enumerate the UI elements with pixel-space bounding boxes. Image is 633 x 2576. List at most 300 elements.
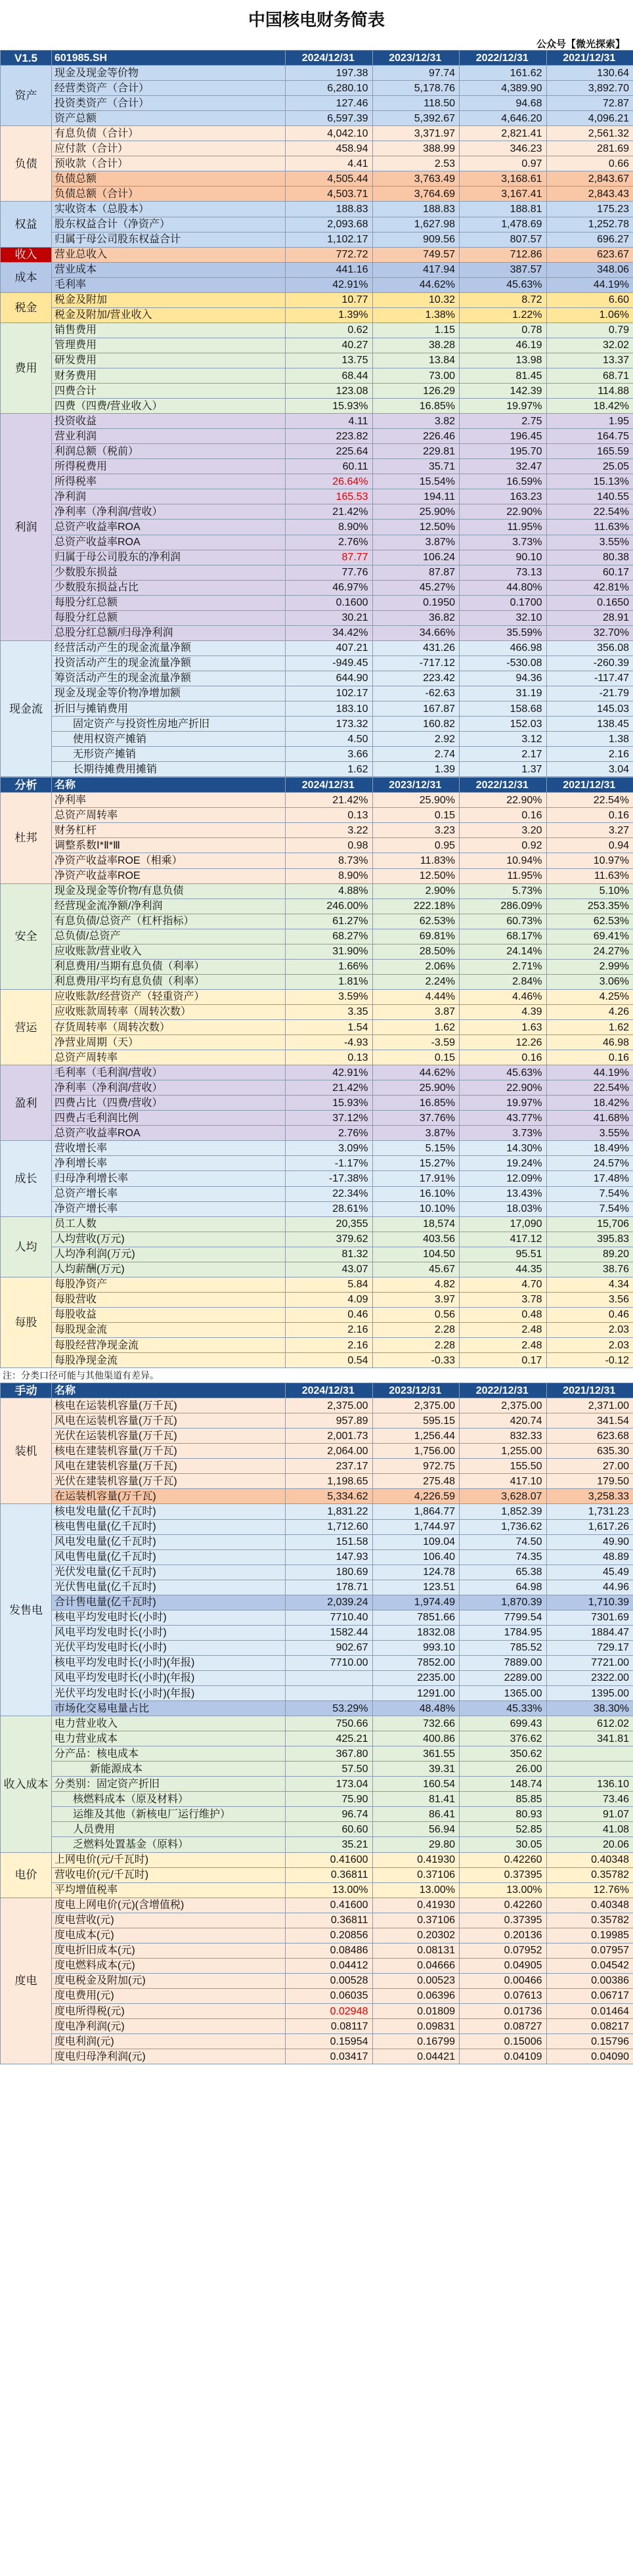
row-label: 总资产周转率: [52, 808, 286, 823]
value-cell: 46.98: [546, 1035, 633, 1050]
row-label: 平均增值税率: [52, 1882, 286, 1898]
row-label: 应收账款周转率（周转次数）: [52, 1004, 286, 1019]
value-cell: 0.62: [286, 322, 373, 338]
header-date-cell: 2023/12/31: [372, 778, 460, 793]
value-cell: 7852.00: [372, 1655, 460, 1670]
category-cell: 费用: [1, 322, 52, 413]
row-label: 光伏售电量(亿千瓦时): [52, 1580, 286, 1595]
value-cell: 20.06: [546, 1837, 633, 1852]
value-cell: 32.10: [460, 610, 547, 625]
value-cell: 2,375.00: [286, 1398, 373, 1413]
value-cell: 4.39: [460, 1004, 547, 1019]
value-cell: 180.69: [286, 1565, 373, 1580]
row-label: 应收账款/营业收入: [52, 944, 286, 959]
value-cell: 0.01736: [460, 2004, 547, 2019]
row-label: 少数股东损益: [52, 565, 286, 580]
row-label: 税金及附加/营业收入: [52, 307, 286, 322]
value-cell: 0.02948: [286, 2004, 373, 2019]
value-cell: 19.97%: [460, 1096, 547, 1111]
row-label: 风电发电量(亿千瓦时): [52, 1534, 286, 1549]
table-row: [1, 1731, 633, 1746]
row-label: 总资产收益率ROA: [52, 535, 286, 550]
value-cell: 0.15954: [286, 2034, 373, 2049]
value-cell: 53.29%: [286, 1701, 373, 1716]
table-row: [1, 126, 633, 141]
value-cell: 0.04090: [546, 2049, 633, 2064]
row-label: 净利率（净利润/营收）: [52, 504, 286, 520]
table-row: [1, 2004, 633, 2019]
header-date-cell: 2022/12/31: [460, 778, 547, 793]
row-label: 风电平均发电时长(小时)(年报): [52, 1670, 286, 1685]
value-cell: 2,561.32: [546, 126, 633, 141]
table-row: [1, 1096, 633, 1111]
table-row: [1, 989, 633, 1004]
value-cell: 1,736.62: [460, 1519, 547, 1534]
value-cell: 42.91%: [286, 1065, 373, 1080]
value-cell: 0.00466: [460, 1973, 547, 1988]
value-cell: 3,628.07: [460, 1489, 547, 1504]
table-row: [1, 1201, 633, 1216]
value-cell: 0.15796: [546, 2034, 633, 2049]
value-cell: -949.45: [286, 655, 373, 671]
value-cell: 0.15: [372, 1050, 460, 1065]
value-cell: 2.03: [546, 1337, 633, 1352]
value-cell: 37.76%: [372, 1111, 460, 1126]
table-row: [1, 671, 633, 686]
value-cell: 127.46: [286, 96, 373, 111]
row-label: 净利率: [52, 793, 286, 808]
row-label: 员工人数: [52, 1216, 286, 1232]
value-cell: 18,574: [372, 1216, 460, 1232]
value-cell: 4.26: [546, 1004, 633, 1019]
header-date-cell: 2021/12/31: [546, 1383, 633, 1398]
category-cell: 权益: [1, 202, 52, 247]
table-row: [1, 111, 633, 126]
value-cell: 7851.66: [372, 1610, 460, 1625]
table-row: [1, 625, 633, 640]
row-label: 固定资产与投资性房地产折旧: [52, 717, 286, 732]
value-cell: 48.89: [546, 1549, 633, 1565]
value-cell: 7.54%: [546, 1186, 633, 1201]
table-row: [1, 1898, 633, 1913]
value-cell: 8.73%: [286, 853, 373, 868]
value-cell: 40.27: [286, 338, 373, 353]
category-cell: 收入: [1, 247, 52, 262]
value-cell: 1.62: [286, 762, 373, 777]
table-row: [1, 823, 633, 838]
row-label: 资产总额: [52, 111, 286, 126]
value-cell: 253.35%: [546, 899, 633, 914]
row-label: 度电利润(元): [52, 2034, 286, 2049]
value-cell: -0.12: [546, 1353, 633, 1368]
row-label: 核电平均发电时长(小时): [52, 1610, 286, 1625]
value-cell: 0.16: [460, 808, 547, 823]
row-label: 总资产增长率: [52, 1186, 286, 1201]
value-cell: 1832.08: [372, 1625, 460, 1640]
value-cell: 0.97: [460, 156, 547, 171]
value-cell: 2,375.00: [460, 1398, 547, 1413]
table-row: [1, 2049, 633, 2064]
row-label: 有息负债（合计）: [52, 126, 286, 141]
row-label: 度电燃料成本(元): [52, 1958, 286, 1973]
value-cell: 1.38: [546, 732, 633, 747]
value-cell: 222.18%: [372, 899, 460, 914]
value-cell: -1.17%: [286, 1156, 373, 1171]
table-row: [1, 1050, 633, 1065]
value-cell: 1784.95: [460, 1625, 547, 1640]
value-cell: 3,168.61: [460, 171, 547, 187]
value-cell: 376.62: [460, 1731, 547, 1746]
value-cell: 0.00528: [286, 1973, 373, 1988]
row-label: 所得税费用: [52, 459, 286, 474]
value-cell: 3.87: [372, 1004, 460, 1019]
value-cell: 90.10: [460, 550, 547, 565]
value-cell: 0.36811: [286, 1913, 373, 1928]
value-cell: 0.41930: [372, 1852, 460, 1867]
row-label: 风电平均发电时长(小时): [52, 1625, 286, 1640]
value-cell: 4,646.20: [460, 111, 547, 126]
table-row: [1, 1519, 633, 1534]
value-cell: 3.97: [372, 1292, 460, 1307]
value-cell: 0.06717: [546, 1988, 633, 2003]
table-row: [1, 1322, 633, 1337]
value-cell: 151.58: [286, 1534, 373, 1549]
value-cell: 123.08: [286, 384, 373, 399]
value-cell: 6,280.10: [286, 81, 373, 96]
row-label: 核电在建装机容量(万千瓦): [52, 1444, 286, 1459]
row-label: 经营现金流净额/净利润: [52, 899, 286, 914]
row-label: 投资活动产生的现金流量净额: [52, 655, 286, 671]
value-cell: 165.53: [286, 489, 373, 504]
value-cell: 1.06%: [546, 307, 633, 322]
value-cell: 18.42%: [546, 1096, 633, 1111]
value-cell: 2.16: [286, 1337, 373, 1352]
row-label: 应付款（合计）: [52, 141, 286, 156]
value-cell: 34.42%: [286, 625, 373, 640]
value-cell: 2.48: [460, 1337, 547, 1352]
value-cell: 367.80: [286, 1746, 373, 1762]
value-cell: 21.42%: [286, 504, 373, 520]
value-cell: 0.16: [460, 1050, 547, 1065]
value-cell: 20,355: [286, 1216, 373, 1232]
value-cell: 3,763.49: [372, 171, 460, 187]
value-cell: 178.71: [286, 1580, 373, 1595]
row-label: 预收款（合计）: [52, 156, 286, 171]
table-row: [1, 1822, 633, 1837]
value-cell: 1.63: [460, 1020, 547, 1035]
table-row: [1, 550, 633, 565]
value-cell: 2,375.00: [372, 1398, 460, 1413]
row-label: 四费占毛利润比例: [52, 1111, 286, 1126]
row-label: 营业总收入: [52, 247, 286, 262]
analysis-table: [0, 777, 633, 1368]
value-cell: 10.97%: [546, 853, 633, 868]
row-label: 现金及现金等价物: [52, 66, 286, 81]
page-title: 中国核电财务简表: [248, 9, 385, 30]
value-cell: 11.95%: [460, 868, 547, 883]
table-row: [1, 853, 633, 868]
row-label: 总资产周转率: [52, 1050, 286, 1065]
value-cell: 0.54: [286, 1353, 373, 1368]
value-cell: 164.75: [546, 429, 633, 444]
value-cell: 1.62: [546, 1020, 633, 1035]
value-cell: 1.54: [286, 1020, 373, 1035]
table-row: [1, 883, 633, 899]
table-row: [1, 277, 633, 292]
value-cell: 1,744.97: [372, 1519, 460, 1534]
value-cell: 35.59%: [460, 625, 547, 640]
value-cell: 118.50: [372, 96, 460, 111]
value-cell: 0.37106: [372, 1867, 460, 1882]
value-cell: 13.75: [286, 353, 373, 368]
value-cell: 15,706: [546, 1216, 633, 1232]
value-cell: 712.86: [460, 247, 547, 262]
value-cell: 0.37395: [460, 1913, 547, 1928]
value-cell: 0.06396: [372, 1988, 460, 2003]
value-cell: 15.27%: [372, 1156, 460, 1171]
value-cell: -717.12: [372, 655, 460, 671]
value-cell: 387.57: [460, 262, 547, 277]
value-cell: 2.03: [546, 1322, 633, 1337]
value-cell: 0.17: [460, 1353, 547, 1368]
row-label: 归属于母公司股东权益合计: [52, 232, 286, 247]
row-label: 核电发电量(亿千瓦时): [52, 1504, 286, 1519]
row-label: 总资产收益率ROA: [52, 1126, 286, 1141]
row-label: 度电净利润(元): [52, 2019, 286, 2034]
value-cell: 12.76%: [546, 1882, 633, 1898]
value-cell: 22.90%: [460, 793, 547, 808]
header-date-cell: 2024/12/31: [286, 51, 373, 66]
row-label: 净资产增长率: [52, 1201, 286, 1216]
table-row: [1, 1035, 633, 1050]
row-label: 应收账款/经营资产（轻重资产）: [52, 989, 286, 1004]
row-label: 调整系数Ⅰ*Ⅱ*Ⅲ: [52, 838, 286, 853]
value-cell: 356.08: [546, 640, 633, 655]
value-cell: 25.90%: [372, 504, 460, 520]
value-cell: 3,892.70: [546, 81, 633, 96]
value-cell: 4,505.44: [286, 171, 373, 187]
value-cell: 2.74: [372, 747, 460, 762]
footnote: 注：分类口径可能与其他渠道有差异。: [3, 1370, 159, 1381]
value-cell: 0.48: [460, 1307, 547, 1322]
value-cell: 3.12: [460, 732, 547, 747]
value-cell: 0.46: [286, 1307, 373, 1322]
table-row: [1, 944, 633, 959]
row-label: 归属于母公司股东的净利润: [52, 550, 286, 565]
row-label: 人均薪酬(万元): [52, 1262, 286, 1277]
value-cell: 123.51: [372, 1580, 460, 1595]
value-cell: 1,852.39: [460, 1504, 547, 1519]
value-cell: 2.16: [546, 747, 633, 762]
row-label: 每股净资产: [52, 1277, 286, 1292]
value-cell: 152.03: [460, 717, 547, 732]
value-cell: 28.91: [546, 610, 633, 625]
value-cell: 441.16: [286, 262, 373, 277]
value-cell: -4.93: [286, 1035, 373, 1050]
value-cell: 15.93%: [286, 1096, 373, 1111]
value-cell: 24.57%: [546, 1156, 633, 1171]
value-cell: 44.35: [460, 1262, 547, 1277]
value-cell: 3.87%: [372, 1126, 460, 1141]
value-cell: 124.78: [372, 1565, 460, 1580]
value-cell: 102.17: [286, 686, 373, 701]
row-label: 运维及其他（新核电厂运行维护）: [52, 1807, 286, 1822]
value-cell: 138.45: [546, 717, 633, 732]
value-cell: 60.73%: [460, 914, 547, 929]
value-cell: 44.62%: [372, 277, 460, 292]
value-cell: 13.98: [460, 353, 547, 368]
value-cell: 8.72: [460, 292, 547, 307]
value-cell: 1,710.39: [546, 1595, 633, 1610]
value-cell: 27.00: [546, 1459, 633, 1474]
value-cell: 52.85: [460, 1822, 547, 1837]
value-cell: 22.54%: [546, 793, 633, 808]
row-label: 每股营收: [52, 1292, 286, 1307]
value-cell: 3.27: [546, 823, 633, 838]
row-label: 度电费用(元): [52, 1988, 286, 2003]
header-date-cell: 2022/12/31: [460, 1383, 547, 1398]
value-cell: 1,756.00: [372, 1444, 460, 1459]
value-cell: 45.27%: [372, 580, 460, 595]
value-cell: 81.45: [460, 368, 547, 383]
value-cell: 0.08486: [286, 1943, 373, 1958]
value-cell: 18.42%: [546, 399, 633, 414]
value-cell: 0.15006: [460, 2034, 547, 2049]
value-cell: 48.48%: [372, 1701, 460, 1716]
row-label: 营业利润: [52, 429, 286, 444]
value-cell: 1,712.60: [286, 1519, 373, 1534]
value-cell: 2.28: [372, 1322, 460, 1337]
table-row: [1, 459, 633, 474]
row-label: 净利润: [52, 489, 286, 504]
value-cell: 7710.40: [286, 1610, 373, 1625]
value-cell: 22.90%: [460, 1080, 547, 1096]
value-cell: 699.43: [460, 1716, 547, 1731]
value-cell: 43.07: [286, 1262, 373, 1277]
value-cell: 87.87: [372, 565, 460, 580]
table-row: [1, 247, 633, 262]
value-cell: 0.46: [546, 1307, 633, 1322]
value-cell: 44.96: [546, 1580, 633, 1595]
value-cell: 12.50%: [372, 868, 460, 883]
table-row: [1, 655, 633, 671]
value-cell: 772.72: [286, 247, 373, 262]
table-row: [1, 1459, 633, 1474]
table-row: [1, 747, 633, 762]
value-cell: 2,039.24: [286, 1595, 373, 1610]
value-cell: 750.66: [286, 1716, 373, 1731]
row-label: 电力营业收入: [52, 1716, 286, 1731]
table-row: [1, 368, 633, 383]
value-cell: 6,597.39: [286, 111, 373, 126]
value-cell: 69.81%: [372, 929, 460, 944]
value-cell: 1,831.22: [286, 1504, 373, 1519]
value-cell: 4.82: [372, 1277, 460, 1292]
value-cell: 12.09%: [460, 1171, 547, 1186]
value-cell: 5.15%: [372, 1141, 460, 1156]
value-cell: 12.26: [460, 1035, 547, 1050]
value-cell: 0.1650: [546, 595, 633, 610]
value-cell: 0.16: [546, 808, 633, 823]
value-cell: 96.74: [286, 1807, 373, 1822]
value-cell: 807.57: [460, 232, 547, 247]
header-date-cell: 2021/12/31: [546, 778, 633, 793]
value-cell: 1,974.49: [372, 1595, 460, 1610]
value-cell: 4.25%: [546, 989, 633, 1004]
value-cell: -0.33: [372, 1353, 460, 1368]
row-label: 投资类资产（合计）: [52, 96, 286, 111]
value-cell: 16.85%: [372, 399, 460, 414]
value-cell: 195.70: [460, 444, 547, 459]
value-cell: 16.10%: [372, 1186, 460, 1201]
value-cell: 4.46%: [460, 989, 547, 1004]
table-row: [1, 1429, 633, 1444]
value-cell: 0.35782: [546, 1867, 633, 1882]
value-cell: 5,334.62: [286, 1489, 373, 1504]
value-cell: 44.19%: [546, 277, 633, 292]
value-cell: 179.50: [546, 1474, 633, 1489]
value-cell: 1395.00: [546, 1686, 633, 1701]
value-cell: 785.52: [460, 1640, 547, 1655]
value-cell: 4.44%: [372, 989, 460, 1004]
header-cell-b: 601985.SH: [52, 51, 286, 66]
value-cell: 3.35: [286, 1004, 373, 1019]
value-cell: 0.1700: [460, 595, 547, 610]
row-label: 总负债/总资产: [52, 929, 286, 944]
value-cell: 1,627.98: [372, 217, 460, 232]
table-row: [1, 262, 633, 277]
value-cell: 7799.54: [460, 1610, 547, 1625]
value-cell: 45.63%: [460, 277, 547, 292]
row-label: 光伏平均发电时长(小时)(年报): [52, 1686, 286, 1701]
value-cell: 62.53%: [372, 914, 460, 929]
value-cell: 286.09%: [460, 899, 547, 914]
table-row: [1, 1111, 633, 1126]
value-cell: 275.48: [372, 1474, 460, 1489]
value-cell: 0.42260: [460, 1852, 547, 1867]
value-cell: 400.86: [372, 1731, 460, 1746]
table-row: [1, 217, 633, 232]
value-cell: 2.84%: [460, 974, 547, 989]
value-cell: 15.13%: [546, 474, 633, 489]
value-cell: 0.95: [372, 838, 460, 853]
value-cell: 2.53: [372, 156, 460, 171]
row-label: 光伏发电量(亿千瓦时): [52, 1565, 286, 1580]
category-cell: 安全: [1, 883, 52, 989]
table-row: [1, 1928, 633, 1943]
value-cell: 136.10: [546, 1777, 633, 1792]
value-cell: 4,042.10: [286, 126, 373, 141]
value-cell: 0.13: [286, 808, 373, 823]
row-label: 经营活动产生的现金流量净额: [52, 640, 286, 655]
row-label: 核电在运装机容量(万千瓦): [52, 1398, 286, 1413]
value-cell: 993.10: [372, 1640, 460, 1655]
table-row: [1, 322, 633, 338]
value-cell: 0.07957: [546, 1943, 633, 1958]
value-cell: 0.98: [286, 838, 373, 853]
value-cell: 2.76%: [286, 535, 373, 550]
value-cell: 3.78: [460, 1292, 547, 1307]
category-cell: 度电: [1, 1898, 52, 2064]
table-row: [1, 1670, 633, 1685]
value-cell: 417.12: [460, 1232, 547, 1247]
row-label: 度电税金及附加(元): [52, 1973, 286, 1988]
value-cell: 0.04542: [546, 1958, 633, 1973]
value-cell: 4.34: [546, 1277, 633, 1292]
row-label: 管理费用: [52, 338, 286, 353]
value-cell: 73.00: [372, 368, 460, 383]
value-cell: 130.64: [546, 66, 633, 81]
